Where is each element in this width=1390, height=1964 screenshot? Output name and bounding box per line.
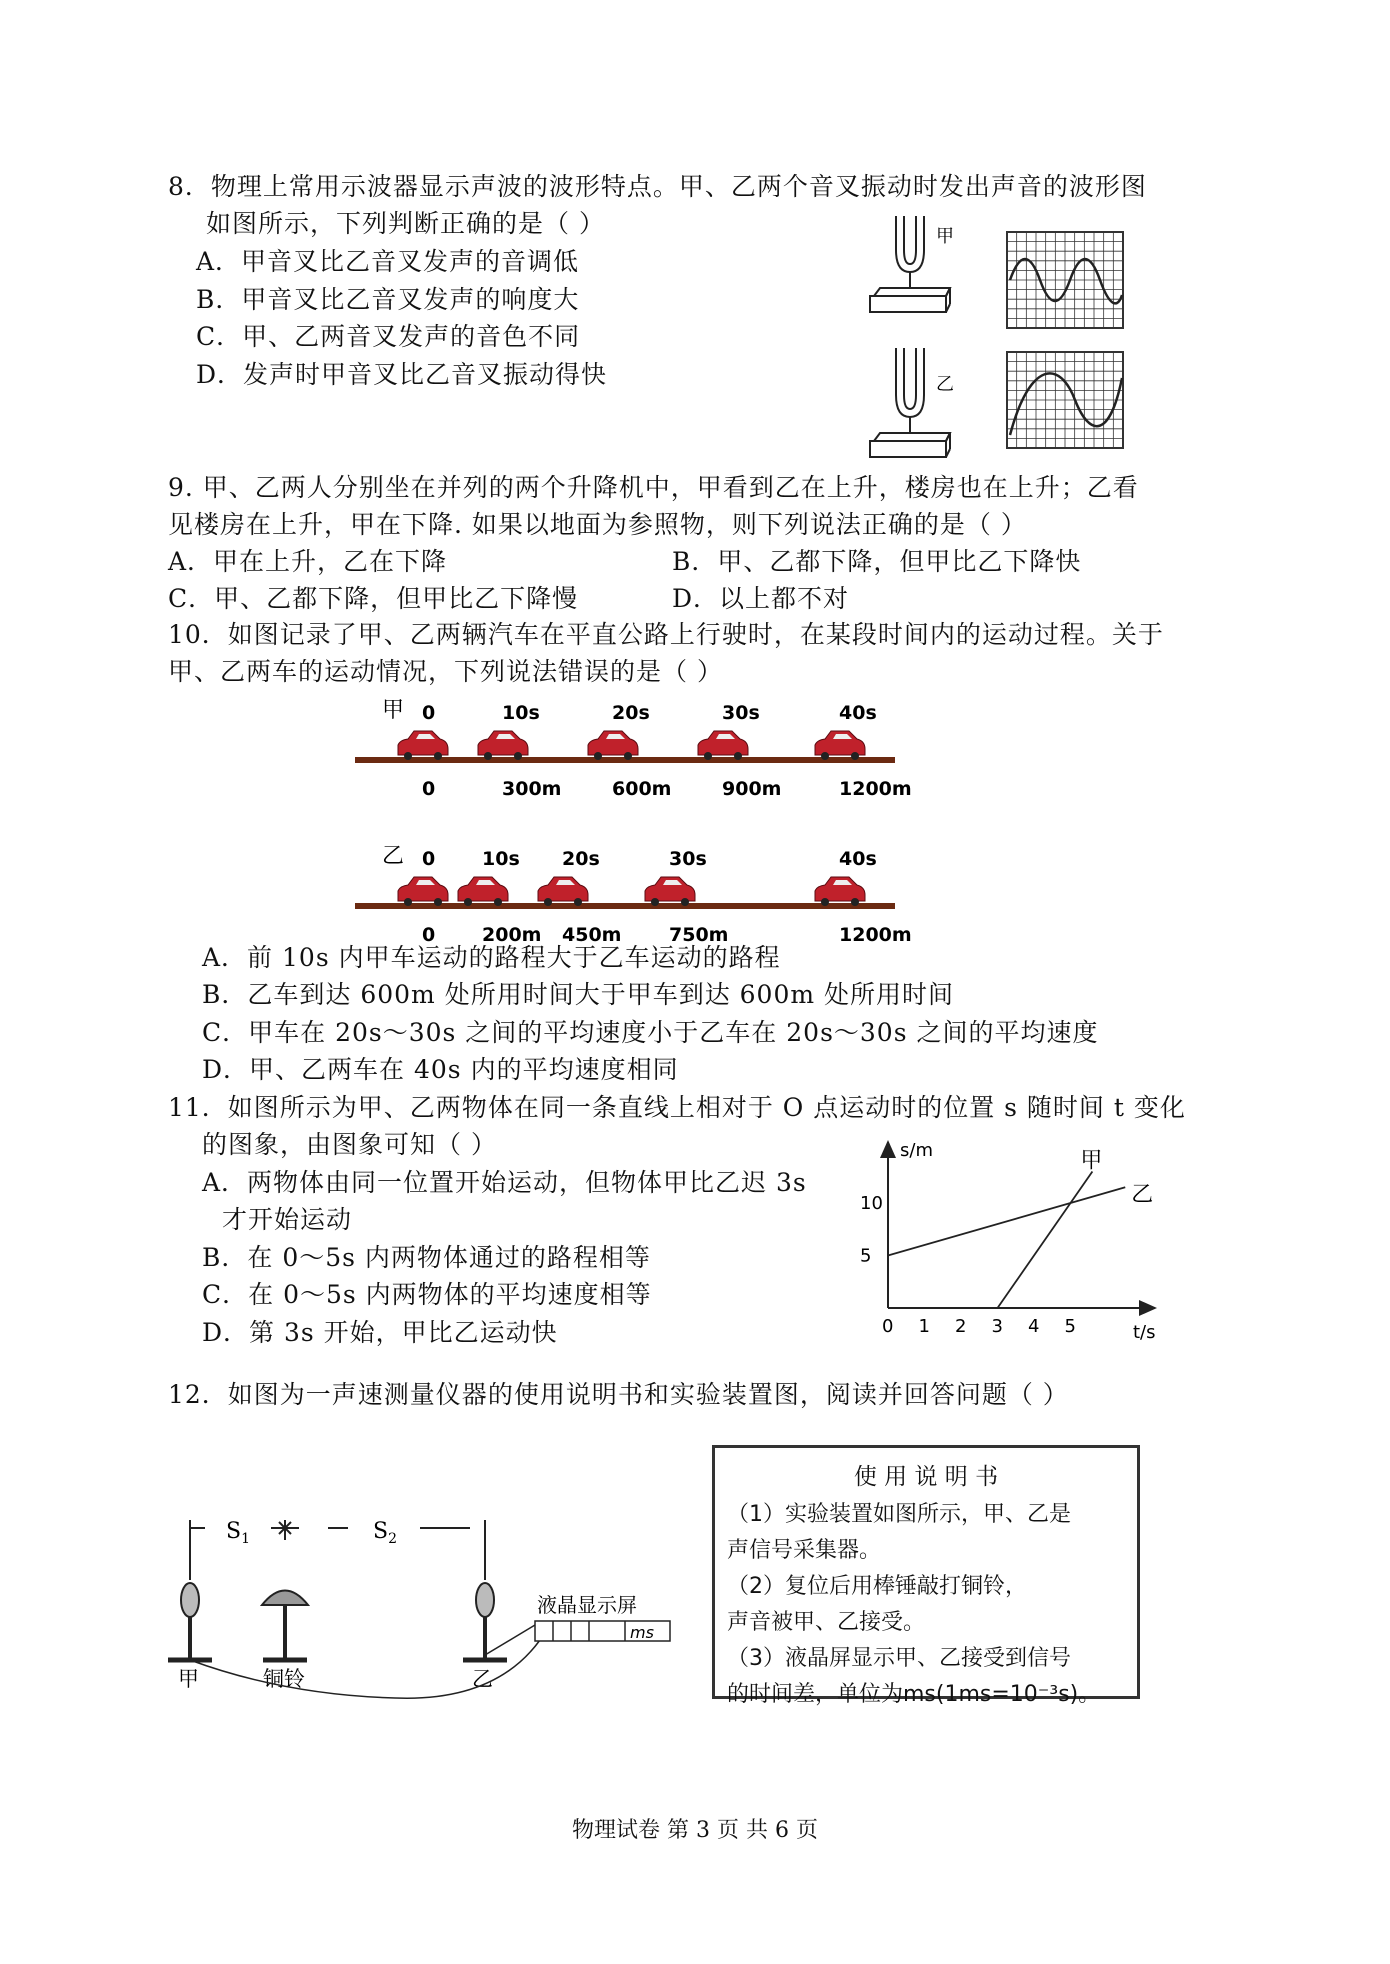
- road-jia-car: [398, 731, 448, 760]
- x-tick-label: 5: [1064, 1316, 1076, 1337]
- road-jia-distance-label: 600m: [612, 778, 672, 800]
- y-tick-label: 10: [860, 1193, 883, 1214]
- road-yi-time-label: 20s: [562, 848, 600, 870]
- q12-sound-speed-apparatus: [165, 1490, 685, 1720]
- road-yi-time-label: 0: [422, 848, 436, 870]
- road-jia-car: [588, 731, 638, 760]
- road-yi-distance-label: 750m: [669, 924, 729, 945]
- road-yi-time-label: 10s: [482, 848, 520, 870]
- bell-label: 铜铃: [263, 1667, 305, 1691]
- s2-label: S: [373, 1519, 389, 1544]
- manual-line-3: （2）复位后用棒锤敲打铜铃，: [727, 1574, 1027, 1599]
- sensor-yi: [463, 1583, 507, 1660]
- road-jia-time-label: 0: [422, 702, 436, 724]
- road-jia-time-label: 40s: [839, 702, 877, 724]
- q11-option-a: A．两物体由同一位置开始运动，但物体甲比乙迟 3s: [202, 1168, 807, 1197]
- manual-line-2: 声信号采集器。: [727, 1538, 882, 1563]
- q10-stem-line1: 10．如图记录了甲、乙两辆汽车在平直公路上行驶时，在某段时间内的运动过程。关于: [168, 620, 1164, 649]
- road-jia-distance-label: 900m: [722, 778, 782, 800]
- road-jia-distance-label: 0: [422, 778, 436, 800]
- q11-stem-line1: 11．如图所示为甲、乙两物体在同一条直线上相对于 O 点运动时的位置 s 随时间 t 变化: [168, 1093, 1186, 1122]
- s1-label: S: [226, 1519, 242, 1544]
- q10-car-motion-figure: [355, 695, 915, 945]
- fork-yi-label: 乙: [936, 374, 954, 395]
- s1-subscript: 1: [241, 1531, 250, 1547]
- y-axis-label: s/m: [900, 1140, 933, 1161]
- x-axis-label: t/s: [1133, 1322, 1156, 1343]
- road-yi-distance-label: 1200m: [839, 924, 912, 945]
- fork-jia-label: 甲: [936, 226, 954, 247]
- road-jia-distance-label: 300m: [502, 778, 562, 800]
- q10-stem-line2: 甲、乙两车的运动情况，下列说法错误的是（ ）: [168, 657, 723, 686]
- road-jia-time-label: 10s: [502, 702, 540, 724]
- series-label-jia: 甲: [1080, 1148, 1103, 1174]
- manual-title: 使 用 说 明 书: [853, 1464, 999, 1490]
- oscilloscope-jia: [1007, 232, 1123, 328]
- road-yi-time-label: 40s: [839, 848, 877, 870]
- svg-text:S1: [226, 1519, 250, 1547]
- q8-option-a: A．甲音叉比乙音叉发声的音调低: [196, 247, 580, 276]
- road-yi-car: [398, 877, 448, 906]
- road-jia-time-label: 30s: [722, 702, 760, 724]
- sensor-jia-label: 甲: [178, 1667, 199, 1691]
- x-tick-label: 1: [918, 1316, 930, 1337]
- q11-stem-line2: 的图象，由图象可知（ ）: [202, 1130, 497, 1159]
- q8-stem-line2: 如图所示，下列判断正确的是（ ）: [206, 209, 605, 238]
- road-jia-time-label: 20s: [612, 702, 650, 724]
- page-footer: 物理试卷 第 3 页 共 6 页: [572, 1818, 818, 1843]
- copper-bell: [262, 1591, 308, 1661]
- road-yi-distance-label: 0: [422, 924, 436, 945]
- q8-option-d: D．发声时甲音叉比乙音叉振动得快: [196, 360, 608, 389]
- tuning-fork-yi: [870, 348, 950, 457]
- q11-option-b: B．在 0～5s 内两物体通过的路程相等: [202, 1243, 651, 1272]
- sensor-yi-label: 乙: [472, 1667, 493, 1691]
- road-yi-label: 乙: [382, 844, 405, 869]
- x-tick-label: 2: [955, 1316, 967, 1337]
- q9-stem-line1: 9. 甲、乙两人分别坐在并列的两个升降机中，甲看到乙在上升，楼房也在上升；乙看: [168, 473, 1139, 502]
- q9-option-c: C．甲、乙都下降，但甲比乙下降慢: [168, 584, 579, 613]
- q10-option-c: C．甲车在 20s～30s 之间的平均速度小于乙车在 20s～30s 之间的平均速度: [202, 1018, 1099, 1047]
- manual-line-5: （3）液晶屏显示甲、乙接受到信号: [727, 1646, 1071, 1671]
- q8-tuning-fork-figure: [860, 210, 1130, 465]
- road-jia-car: [478, 731, 528, 760]
- road-jia-label: 甲: [382, 698, 405, 723]
- manual-line-1: （1）实验装置如图所示，甲、乙是: [727, 1502, 1071, 1527]
- sensor-jia: [168, 1583, 212, 1660]
- q9-option-a: A．甲在上升，乙在下降: [168, 547, 448, 576]
- q9-option-d: D．以上都不对: [672, 584, 850, 613]
- q11-option-c: C．在 0～5s 内两物体的平均速度相等: [202, 1280, 652, 1309]
- road-jia-car: [698, 731, 748, 760]
- road-jia-distance-label: 1200m: [839, 778, 912, 800]
- road-yi-car: [815, 877, 865, 906]
- series-line-jia: [998, 1172, 1093, 1309]
- series-label-yi: 乙: [1131, 1182, 1154, 1208]
- road-jia-car: [815, 731, 865, 760]
- road-yi-car: [538, 877, 588, 906]
- oscilloscope-yi: [1007, 352, 1123, 448]
- q8-stem-line1: 8．物理上常用示波器显示声波的波形特点。甲、乙两个音叉振动时发出声音的波形图: [168, 172, 1147, 201]
- q10-option-b: B．乙车到达 600m 处所用时间大于甲车到达 600m 处所用时间: [202, 980, 955, 1009]
- q9-stem-line2: 见楼房在上升，甲在下降. 如果以地面为参照物，则下列说法正确的是（ ）: [168, 510, 1027, 539]
- q11-option-d: D．第 3s 开始，甲比乙运动快: [202, 1318, 558, 1347]
- manual-line-4: 声音被甲、乙接受。: [727, 1610, 926, 1635]
- q11-option-a-cont: 才开始运动: [222, 1205, 353, 1234]
- lcd-unit: ms: [630, 1623, 654, 1642]
- svg-text:S2: [373, 1519, 397, 1547]
- road-yi-car: [458, 877, 508, 906]
- manual-line-6: 的时间差，单位为ms(1ms=10⁻³s)。: [727, 1682, 1101, 1707]
- lcd-label: 液晶显示屏: [537, 1593, 637, 1617]
- series-line-yi: [888, 1187, 1125, 1255]
- q12-stem: 12．如图为一声速测量仪器的使用说明书和实验装置图，阅读并回答问题（ ）: [168, 1380, 1069, 1409]
- x-tick-label: 0: [882, 1316, 894, 1337]
- y-tick-label: 5: [860, 1245, 872, 1267]
- road-yi-distance-label: 200m: [482, 924, 542, 945]
- q8-option-b: B．甲音叉比乙音叉发声的响度大: [196, 285, 580, 314]
- instruction-manual-box: [712, 1445, 1140, 1707]
- q11-position-time-chart: [850, 1130, 1170, 1350]
- road-yi-car: [645, 877, 695, 906]
- q8-option-c: C．甲、乙两音叉发声的音色不同: [196, 322, 581, 351]
- road-yi-distance-label: 450m: [562, 924, 622, 945]
- s2-subscript: 2: [388, 1531, 397, 1547]
- x-tick-label: 4: [1028, 1316, 1040, 1337]
- q10-option-a: A．前 10s 内甲车运动的路程大于乙车运动的路程: [202, 943, 781, 972]
- road-yi-time-label: 30s: [669, 848, 707, 870]
- q9-option-b: B．甲、乙都下降，但甲比乙下降快: [672, 547, 1082, 576]
- q10-option-d: D．甲、乙两车在 40s 内的平均速度相同: [202, 1055, 679, 1084]
- x-tick-label: 3: [991, 1316, 1003, 1337]
